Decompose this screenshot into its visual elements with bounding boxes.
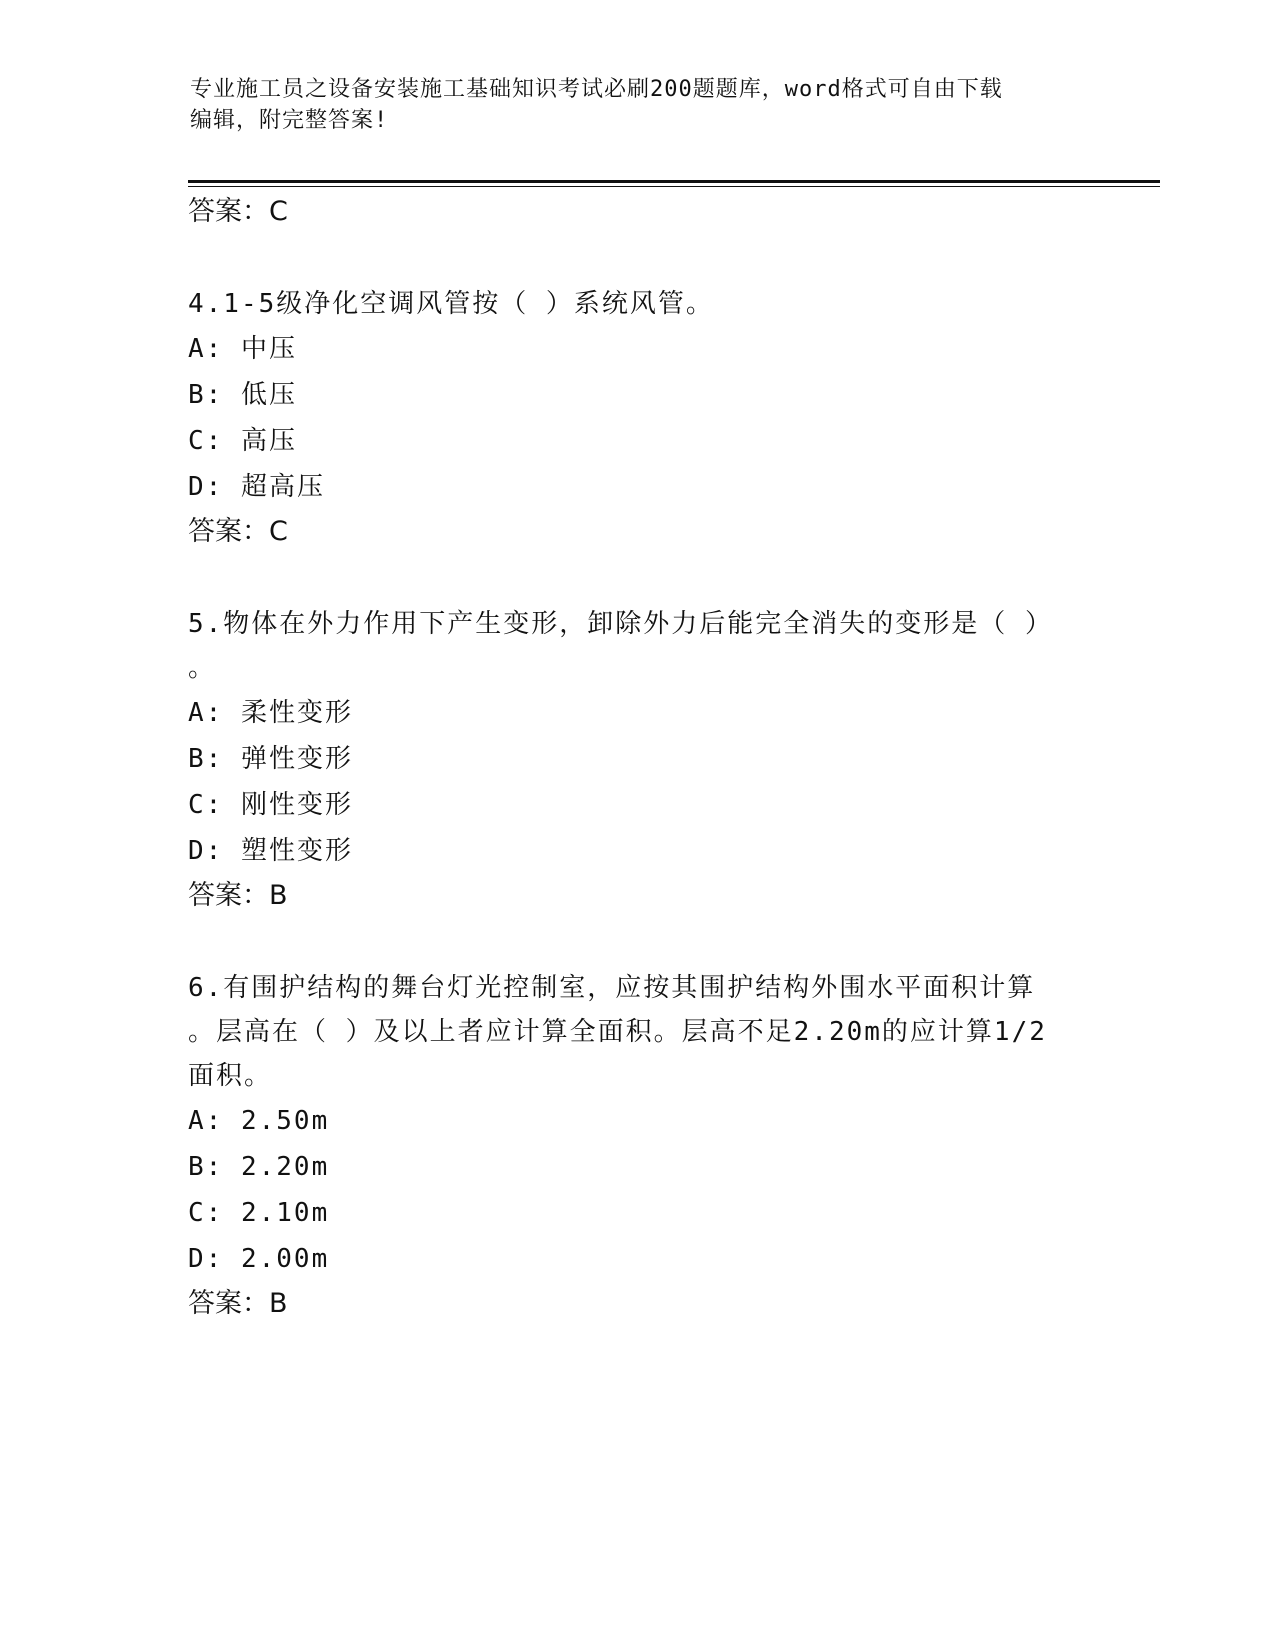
question-6-stem-line-3: 面积。 <box>188 1061 273 1091</box>
question-5-stem-line-1: 5.物体在外力作用下产生变形，卸除外力后能完全消失的变形是（ ） <box>188 609 1053 639</box>
question-6-option-d: D: 2.00m <box>188 1244 330 1274</box>
question-6 <box>188 966 1088 1326</box>
question-6-option-c: C: 2.10m <box>188 1198 330 1228</box>
question-6-answer: 答案：B <box>188 1288 288 1319</box>
question-4-option-a: A: 中压 <box>188 334 297 364</box>
document-header <box>190 74 1090 136</box>
header-line-2: 编辑，附完整答案! <box>190 108 389 133</box>
question-5-option-a: A: 柔性变形 <box>188 698 353 728</box>
question-5 <box>188 602 1088 918</box>
question-6-option-b: B: 2.20m <box>188 1152 330 1182</box>
question-5-stem-line-2: 。 <box>188 653 217 683</box>
header-line-1: 专业施工员之设备安装施工基础知识考试必刷200题题库，word格式可自由下载 <box>190 77 1003 102</box>
header-rule-thin <box>188 186 1160 187</box>
question-4-option-b: B: 低压 <box>188 380 297 410</box>
question-6-option-a: A: 2.50m <box>188 1106 330 1136</box>
question-4-option-d: D: 超高压 <box>188 472 325 502</box>
question-5-option-c: C: 刚性变形 <box>188 790 353 820</box>
question-5-option-d: D: 塑性变形 <box>188 836 353 866</box>
question-6-stem-line-2: 。层高在（ ）及以上者应计算全面积。层高不足2.20m的应计算1/2 <box>188 1017 1047 1047</box>
header-rule-thick <box>188 180 1160 183</box>
question-6-stem-line-1: 6.有围护结构的舞台灯光控制室，应按其围护结构外围水平面积计算 <box>188 973 1036 1003</box>
question-4-answer: 答案：C <box>188 516 288 547</box>
answer-previous: 答案：C <box>188 196 288 227</box>
question-4-stem: 4.1-5级净化空调风管按（ ）系统风管。 <box>188 289 714 319</box>
question-5-option-b: B: 弹性变形 <box>188 744 353 774</box>
document-body <box>188 190 1088 1326</box>
question-4 <box>188 282 1088 554</box>
question-4-option-c: C: 高压 <box>188 426 297 456</box>
question-5-answer: 答案：B <box>188 880 288 911</box>
